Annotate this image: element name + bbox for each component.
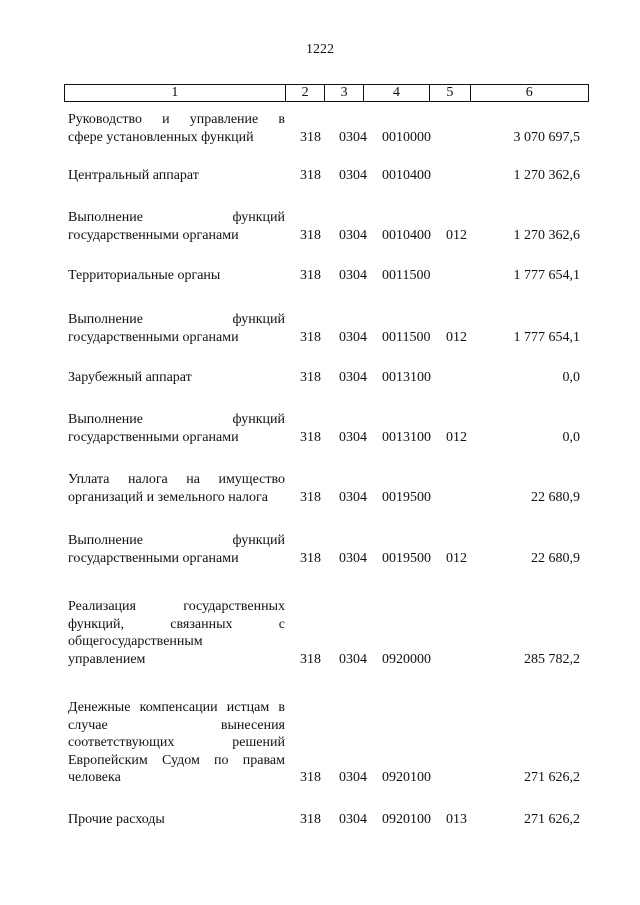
column-header-2: 2 xyxy=(285,85,325,102)
cell-expense-type: 012 xyxy=(446,550,467,566)
row-description xyxy=(68,811,285,829)
description-line: организаций и земельного налога xyxy=(68,489,268,505)
description-line: Уплата налога на имущество xyxy=(68,472,285,487)
description-line: сфере установленных функций xyxy=(68,129,254,145)
cell-chapter: 318 xyxy=(300,429,321,445)
description-line: человека xyxy=(68,770,121,785)
cell-chapter: 318 xyxy=(300,489,321,505)
cell-chapter: 318 xyxy=(300,329,321,345)
cell-chapter: 318 xyxy=(300,770,321,785)
cell-chapter: 318 xyxy=(300,129,321,145)
cell-chapter: 318 xyxy=(300,651,321,667)
cell-chapter: 318 xyxy=(300,168,321,183)
description-line: управлением xyxy=(68,651,146,667)
description-line: случае вынесения xyxy=(68,717,285,733)
description-line: Центральный аппарат xyxy=(68,168,199,183)
row-description xyxy=(68,311,285,346)
cell-target-item: 0019500 xyxy=(382,550,431,566)
column-header-4: 4 xyxy=(363,85,429,102)
row-description xyxy=(68,111,285,146)
row-description xyxy=(68,411,285,446)
description-line: Европейским Судом по правам xyxy=(68,752,285,768)
description-line: государственными органами xyxy=(68,429,239,445)
row-description xyxy=(68,532,285,567)
cell-chapter: 318 xyxy=(300,812,321,827)
cell-target-item: 0920100 xyxy=(382,812,431,827)
cell-section: 0304 xyxy=(339,489,367,505)
description-line: Реализация государственных xyxy=(68,599,285,614)
cell-target-item: 0013100 xyxy=(382,429,431,445)
cell-amount: 1 270 362,6 xyxy=(513,168,580,183)
description-line: государственными органами xyxy=(68,227,239,243)
cell-amount: 22 680,9 xyxy=(531,489,580,505)
description-line: Денежные компенсации истцам в xyxy=(68,700,285,715)
cell-expense-type: 012 xyxy=(446,429,467,445)
description-line: Зарубежный аппарат xyxy=(68,370,192,385)
cell-section: 0304 xyxy=(339,550,367,566)
column-header-5: 5 xyxy=(430,85,471,102)
row-description xyxy=(68,471,285,506)
cell-section: 0304 xyxy=(339,770,367,785)
row-description xyxy=(68,598,285,668)
description-line: общегосударственным xyxy=(68,634,203,649)
description-line: Выполнение функций xyxy=(68,533,285,548)
cell-expense-type: 013 xyxy=(446,812,467,827)
cell-amount: 1 777 654,1 xyxy=(513,268,580,283)
cell-expense-type: 012 xyxy=(446,227,467,243)
description-line: государственными органами xyxy=(68,329,239,345)
column-header-3: 3 xyxy=(325,85,364,102)
cell-amount: 271 626,2 xyxy=(524,812,580,827)
description-line: Выполнение функций xyxy=(68,412,285,427)
cell-target-item: 0010400 xyxy=(382,168,431,183)
column-header-table xyxy=(64,84,589,102)
row-description xyxy=(68,369,285,387)
cell-chapter: 318 xyxy=(300,370,321,385)
cell-section: 0304 xyxy=(339,370,367,385)
cell-chapter: 318 xyxy=(300,227,321,243)
description-line: Руководство и управление в xyxy=(68,112,285,127)
cell-section: 0304 xyxy=(339,429,367,445)
cell-chapter: 318 xyxy=(300,550,321,566)
description-line: соответствующих решений xyxy=(68,735,285,750)
cell-section: 0304 xyxy=(339,227,367,243)
cell-target-item: 0019500 xyxy=(382,489,431,505)
cell-amount: 285 782,2 xyxy=(524,651,580,667)
description-line: государственными органами xyxy=(68,550,239,566)
cell-amount: 271 626,2 xyxy=(524,770,580,785)
column-header-1: 1 xyxy=(65,85,286,102)
cell-amount: 0,0 xyxy=(562,429,580,445)
cell-section: 0304 xyxy=(339,129,367,145)
cell-amount: 3 070 697,5 xyxy=(513,129,580,145)
cell-amount: 1 270 362,6 xyxy=(513,227,580,243)
column-header-6: 6 xyxy=(470,85,588,102)
row-description xyxy=(68,209,285,244)
column-header-row xyxy=(65,85,589,102)
cell-section: 0304 xyxy=(339,812,367,827)
row-description xyxy=(68,267,285,285)
description-line: Выполнение функций xyxy=(68,210,285,225)
cell-section: 0304 xyxy=(339,329,367,345)
cell-target-item: 0013100 xyxy=(382,370,431,385)
cell-target-item: 0010000 xyxy=(382,129,431,145)
cell-target-item: 0011500 xyxy=(382,329,431,345)
cell-chapter: 318 xyxy=(300,268,321,283)
cell-section: 0304 xyxy=(339,168,367,183)
cell-amount: 0,0 xyxy=(562,370,580,385)
description-line: Территориальные органы xyxy=(68,268,221,283)
cell-section: 0304 xyxy=(339,268,367,283)
cell-amount: 22 680,9 xyxy=(531,550,580,566)
row-description xyxy=(68,699,285,787)
description-line: Выполнение функций xyxy=(68,312,285,327)
cell-section: 0304 xyxy=(339,651,367,667)
description-line: Прочие расходы xyxy=(68,812,165,827)
page-number: 1222 xyxy=(306,42,334,57)
cell-target-item: 0920000 xyxy=(382,651,431,667)
row-description xyxy=(68,167,285,185)
description-line: функций, связанных с xyxy=(68,616,285,632)
cell-target-item: 0011500 xyxy=(382,268,431,283)
cell-target-item: 0010400 xyxy=(382,227,431,243)
cell-target-item: 0920100 xyxy=(382,770,431,785)
cell-amount: 1 777 654,1 xyxy=(513,329,580,345)
cell-expense-type: 012 xyxy=(446,329,467,345)
